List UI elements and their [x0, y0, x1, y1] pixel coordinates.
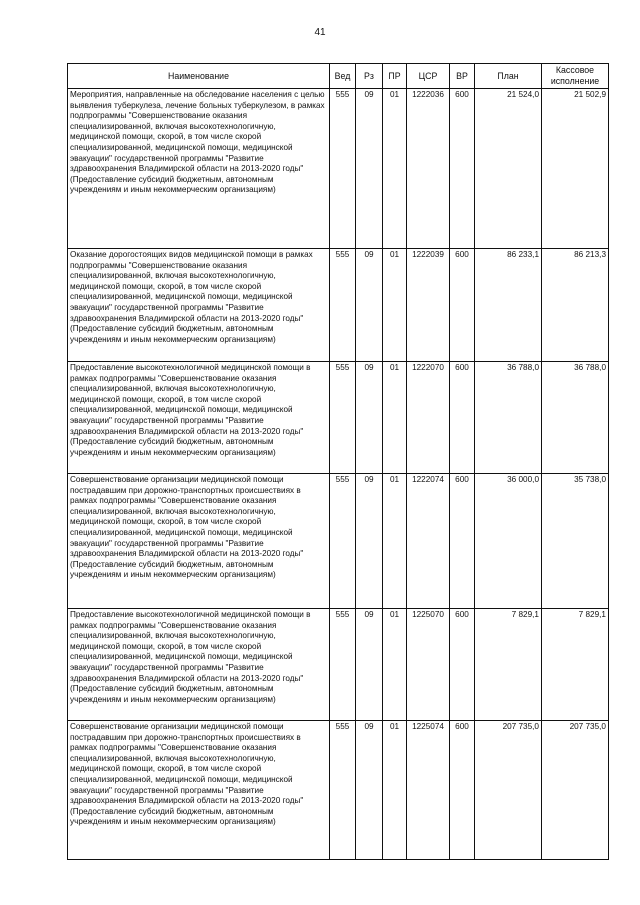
row-name: Оказание дорогостоящих видов медицинской помощи в рамках подпрограммы "Совершенствование оказания специализированной, включая высокотехнологичную, медицинской помощи, скорой, в том числе скорой специализированной, медицинской помощи, медицинской эвакуации" государственной программы "Развитие здравоохранения Владимирской области на 2013-2020 годы" (Предоставление субсидий бюджетным, автономным учреждениям и иным некоммерческим организациям) — [68, 249, 330, 362]
row-csr: 1222074 — [407, 474, 450, 609]
row-plan: 207 735,0 — [475, 721, 542, 860]
row-name: Предоставление высокотехнологичной медицинской помощи в рамках подпрограммы "Совершенствование оказания специализированной, включая высокотехнологичную, медицинской помощи, скорой, в том числе скорой специализированной, медицинской помощи, медицинской эвакуации" государственной программы "Развитие здравоохранения Владимирской области на 2013-2020 годы" (Предоставление субсидий бюджетным, автономным учреждениям и иным некоммерческим организациям) — [68, 362, 330, 474]
row-plan: 21 524,0 — [475, 89, 542, 249]
row-csr: 1225074 — [407, 721, 450, 860]
header-name: Наименование — [68, 64, 330, 89]
table-row — [68, 249, 609, 362]
header-ved: Вед — [330, 64, 356, 89]
table-row — [68, 609, 609, 721]
row-name: Совершенствование организации медицинской помощи пострадавшим при дорожно-транспортных происшествиях в рамках подпрограммы "Совершенствование оказания специализированной, включая высокотехнологичную, медицинской помощи, скорой, в том числе скорой специализированной, медицинской помощи, медицинской эвакуации" государственной программы "Развитие здравоохранения Владимирской области на 2013-2020 годы" (Предоставление субсидий бюджетным, автономным учреждениям и иным некоммерческим организациям) — [68, 721, 330, 860]
row-vr: 600 — [450, 249, 475, 362]
row-ved: 555 — [330, 89, 356, 249]
row-ved: 555 — [330, 362, 356, 474]
row-name: Совершенствование организации медицинской помощи пострадавшим при дорожно-транспортных происшествиях в рамках подпрограммы "Совершенствование оказания специализированной, включая высокотехнологичную, медицинской помощи, скорой, в том числе скорой специализированной, медицинской помощи, медицинской эвакуации" государственной программы "Развитие здравоохранения Владимирской области на 2013-2020 годы" (Предоставление субсидий бюджетным, автономным учреждениям и иным некоммерческим организациям) — [68, 474, 330, 609]
row-pr: 01 — [383, 721, 407, 860]
row-pr: 01 — [383, 609, 407, 721]
row-plan: 86 233,1 — [475, 249, 542, 362]
header-csr: ЦСР — [407, 64, 450, 89]
row-cash: 7 829,1 — [542, 609, 609, 721]
budget-table — [67, 63, 609, 860]
row-rz: 09 — [356, 362, 383, 474]
row-rz: 09 — [356, 609, 383, 721]
page-number: 41 — [314, 27, 326, 38]
row-name: Мероприятия, направленные на обследование населения с целью выявления туберкулеза, лечение больных туберкулезом, в рамках подпрограммы "Совершенствование оказания специализированной, включая высокотехнологичную, медицинской помощи, скорой, в том числе скорой специализированной, медицинской помощи, медицинской эвакуации" государственной программы "Развитие здравоохранения Владимирской области на 2013-2020 годы" (Предоставление субсидий бюджетным, автономным учреждениям и иным некоммерческим организациям) — [68, 89, 330, 249]
row-rz: 09 — [356, 249, 383, 362]
row-vr: 600 — [450, 721, 475, 860]
table-row — [68, 474, 609, 609]
header-cash: Кассовое исполнение — [542, 64, 609, 89]
row-cash: 207 735,0 — [542, 721, 609, 860]
header-plan: План — [475, 64, 542, 89]
row-plan: 36 788,0 — [475, 362, 542, 474]
row-vr: 600 — [450, 89, 475, 249]
row-csr: 1222039 — [407, 249, 450, 362]
row-vr: 600 — [450, 609, 475, 721]
table-row — [68, 721, 609, 860]
row-cash: 36 788,0 — [542, 362, 609, 474]
row-rz: 09 — [356, 89, 383, 249]
table-row — [68, 89, 609, 249]
row-pr: 01 — [383, 89, 407, 249]
row-plan: 7 829,1 — [475, 609, 542, 721]
row-rz: 09 — [356, 721, 383, 860]
row-pr: 01 — [383, 249, 407, 362]
row-ved: 555 — [330, 721, 356, 860]
row-csr: 1222036 — [407, 89, 450, 249]
row-vr: 600 — [450, 362, 475, 474]
row-cash: 35 738,0 — [542, 474, 609, 609]
header-pr: ПР — [383, 64, 407, 89]
row-ved: 555 — [330, 474, 356, 609]
header-vr: ВР — [450, 64, 475, 89]
header-rz: Рз — [356, 64, 383, 89]
table-row — [68, 362, 609, 474]
row-rz: 09 — [356, 474, 383, 609]
row-pr: 01 — [383, 474, 407, 609]
row-cash: 86 213,3 — [542, 249, 609, 362]
row-ved: 555 — [330, 249, 356, 362]
row-vr: 600 — [450, 474, 475, 609]
row-csr: 1222070 — [407, 362, 450, 474]
row-pr: 01 — [383, 362, 407, 474]
row-csr: 1225070 — [407, 609, 450, 721]
table-header-row — [68, 64, 609, 89]
row-cash: 21 502,9 — [542, 89, 609, 249]
row-name: Предоставление высокотехнологичной медицинской помощи в рамках подпрограммы "Совершенствование оказания специализированной, включая высокотехнологичную, медицинской помощи, скорой, в том числе скорой специализированной, медицинской помощи, медицинской эвакуации" государственной программы "Развитие здравоохранения Владимирской области на 2013-2020 годы" (Предоставление субсидий бюджетным, автономным учреждениям и иным некоммерческим организациям) — [68, 609, 330, 721]
row-plan: 36 000,0 — [475, 474, 542, 609]
row-ved: 555 — [330, 609, 356, 721]
